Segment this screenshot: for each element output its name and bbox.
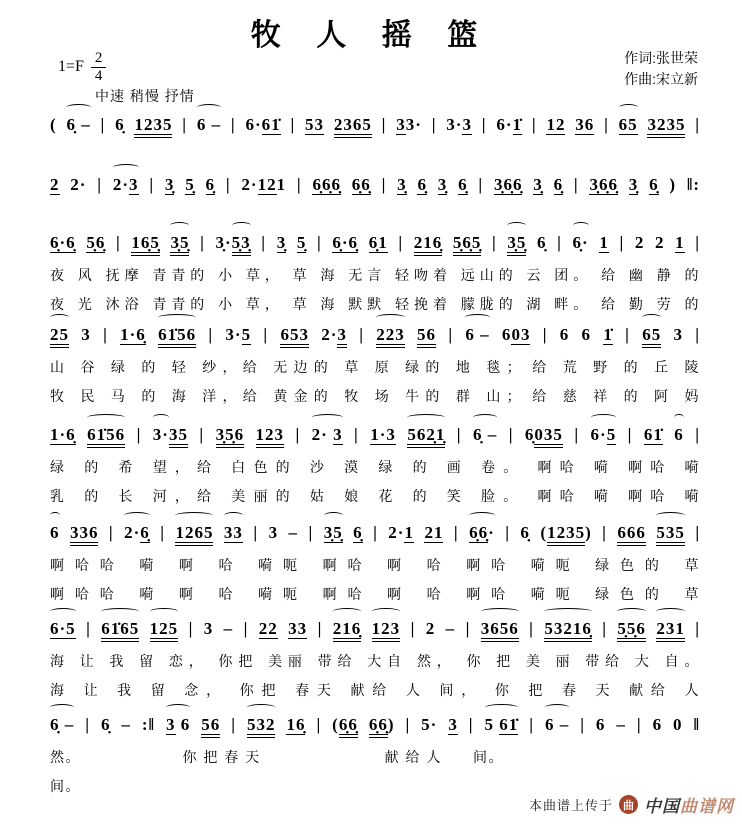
watermark bbox=[529, 792, 734, 817]
lyrics-line-3-2: 夜 光 沐浴 青青的 小 草， 草 海 默默 轻挽着 朦胧的 湖 畔。 给 勤 劳 的 bbox=[50, 296, 700, 312]
notation-line-7: 6·5 | 61̇65 125 | 3 – | 22 33 | 216̣ 123 | 2 – | 3656 | 53216̣ | 5̣5̣6 231 | bbox=[50, 608, 700, 644]
lyrics-line-4-1: 山 谷 绿 的 轻 纱，给 无边的 草 原 绿的 地 毯； 给 荒 野 的 丘 陵 bbox=[50, 359, 700, 375]
notation-line-5: 1·6̣ 61̇56 | 3·35 | 3̣5̣6 123 | 2· 3 | 1·3 562̣1̣ | 6̣ – | 6̣035 | 6·5 | 61̇ 6 | bbox=[50, 414, 700, 450]
meter-numerator: 2 bbox=[91, 50, 107, 68]
site-logo-icon: 曲 bbox=[619, 795, 638, 814]
watermark-text: 本曲谱上传于 bbox=[528, 798, 613, 813]
meter-denominator: 4 bbox=[94, 68, 103, 84]
system-7 bbox=[50, 608, 700, 701]
lyrics-line-8-2: 间。 bbox=[50, 778, 81, 794]
system-1 bbox=[50, 104, 700, 140]
lyrics-line-8-1: 然。 你 把 春 天 献 给 人 间。 bbox=[50, 749, 504, 765]
song-title: 牧 人 摇 篮 bbox=[250, 19, 492, 52]
notation-line-3: 6̣·6̣ 5̣6̣ | 16̣5̣ 3̣5̣ | 3̣·5̣3̣ | 3̣ 5̣ | 6̣·6̣ 6̣1 | 216̣ 5̣6̣5̣ | 3̣5̣ 6̣ | 6̣· 1 | 2 2 1 | bbox=[50, 222, 700, 258]
notation-line-6: 6 336 | 2·6̣ | 1265 33 | 3 – | 3̣5̣ 6̣ | 2·1 21 | 6̣6̣· | 6̣ (1235) | 666 535 | bbox=[50, 512, 700, 548]
lyrics-line-6-1: 啊哈哈 嗬 啊 哈 嗬呃 啊哈 啊 哈 啊哈 嗬呃 绿色的 草 bbox=[50, 557, 700, 573]
site-name-prefix: 中国 bbox=[644, 797, 680, 816]
system-3 bbox=[50, 222, 700, 315]
lyrics-line-3-1: 夜 风 抚摩 青青的 小 草， 草 海 无言 轻吻着 远山的 云 团。 给 幽 静 的 bbox=[50, 267, 700, 283]
lyrics-line-4-2: 牧 民 马 的 海 洋，给 黄金的 牧 场 牛的 群 山； 给 慈 祥 的 阿 妈 bbox=[50, 388, 700, 404]
system-5 bbox=[50, 414, 700, 507]
system-6 bbox=[50, 512, 700, 605]
site-name-suffix: 曲谱网 bbox=[680, 797, 734, 816]
tempo-marking: 中速 稍慢 抒情 bbox=[95, 88, 195, 104]
notation-line-8: 6̣ – | 6̣ – :‖ 3 6 56 | 532 16̣ | (6̣6̣ 6̣6̣) | 5· 3 | 5 61̇ | 6 – | 6 – | 6 0 ‖ bbox=[50, 704, 700, 740]
system-8 bbox=[50, 704, 700, 797]
lyrics-line-7-1: 海 让 我 留 恋， 你把 美丽 带给 大自 然， 你 把 美 丽 带给 大 自。 bbox=[50, 653, 700, 669]
lyrics-line-7-2: 海 让 我 留 念， 你把 春天 献给 人 间， 你 把 春 天 献给 人 bbox=[50, 682, 700, 698]
system-4 bbox=[50, 314, 700, 407]
lyricist-credit: 作词:张世荣 bbox=[624, 50, 698, 66]
lyrics-line-6-2: 啊哈哈 嗬 啊 哈 嗬呃 啊哈 啊 哈 啊哈 嗬呃 绿色的 草 bbox=[50, 586, 700, 602]
notation-line-1: ( 6̣ – | 6̣ 1235 | 6 – | 6·61̇ | 53 2365 | 33· | 3·3 | 6·1̇ | 12 36 | 65 3235 | bbox=[50, 104, 700, 140]
notation-line-4: 25 3 | 1·6̣ 61̇56 | 3·5 | 653 2·3 | 223 56 | 6 – 603 | 6 6 1̇ | 65 3 | bbox=[50, 314, 700, 350]
key-label: 1=F bbox=[58, 58, 84, 75]
system-2 bbox=[50, 164, 700, 200]
lyrics-line-5-1: 绿 的 希 望，给 白色的 沙 漠 绿 的 画 卷。 啊哈 嗬 啊哈 嗬 bbox=[50, 459, 700, 475]
lyrics-line-5-2: 乳 的 长 河，给 美丽的 姑 娘 花 的 笑 脸。 啊哈 嗬 啊哈 嗬 bbox=[50, 488, 700, 504]
site-name bbox=[644, 792, 734, 817]
composer-credit: 作曲:宋立新 bbox=[624, 71, 698, 87]
notation-line-2: 2 2· | 2·3 | 3̣ 5̣ 6̣ | 2·121 | 6̣6̣6̣ 6̣6̣ | 3̣ 6̣ 3̣ 6̣ | 3̣6̣6̣ 3̣ 6̣ | 3̣6̣6̣ 3̣ 6̣ ) ‖: bbox=[50, 164, 700, 200]
